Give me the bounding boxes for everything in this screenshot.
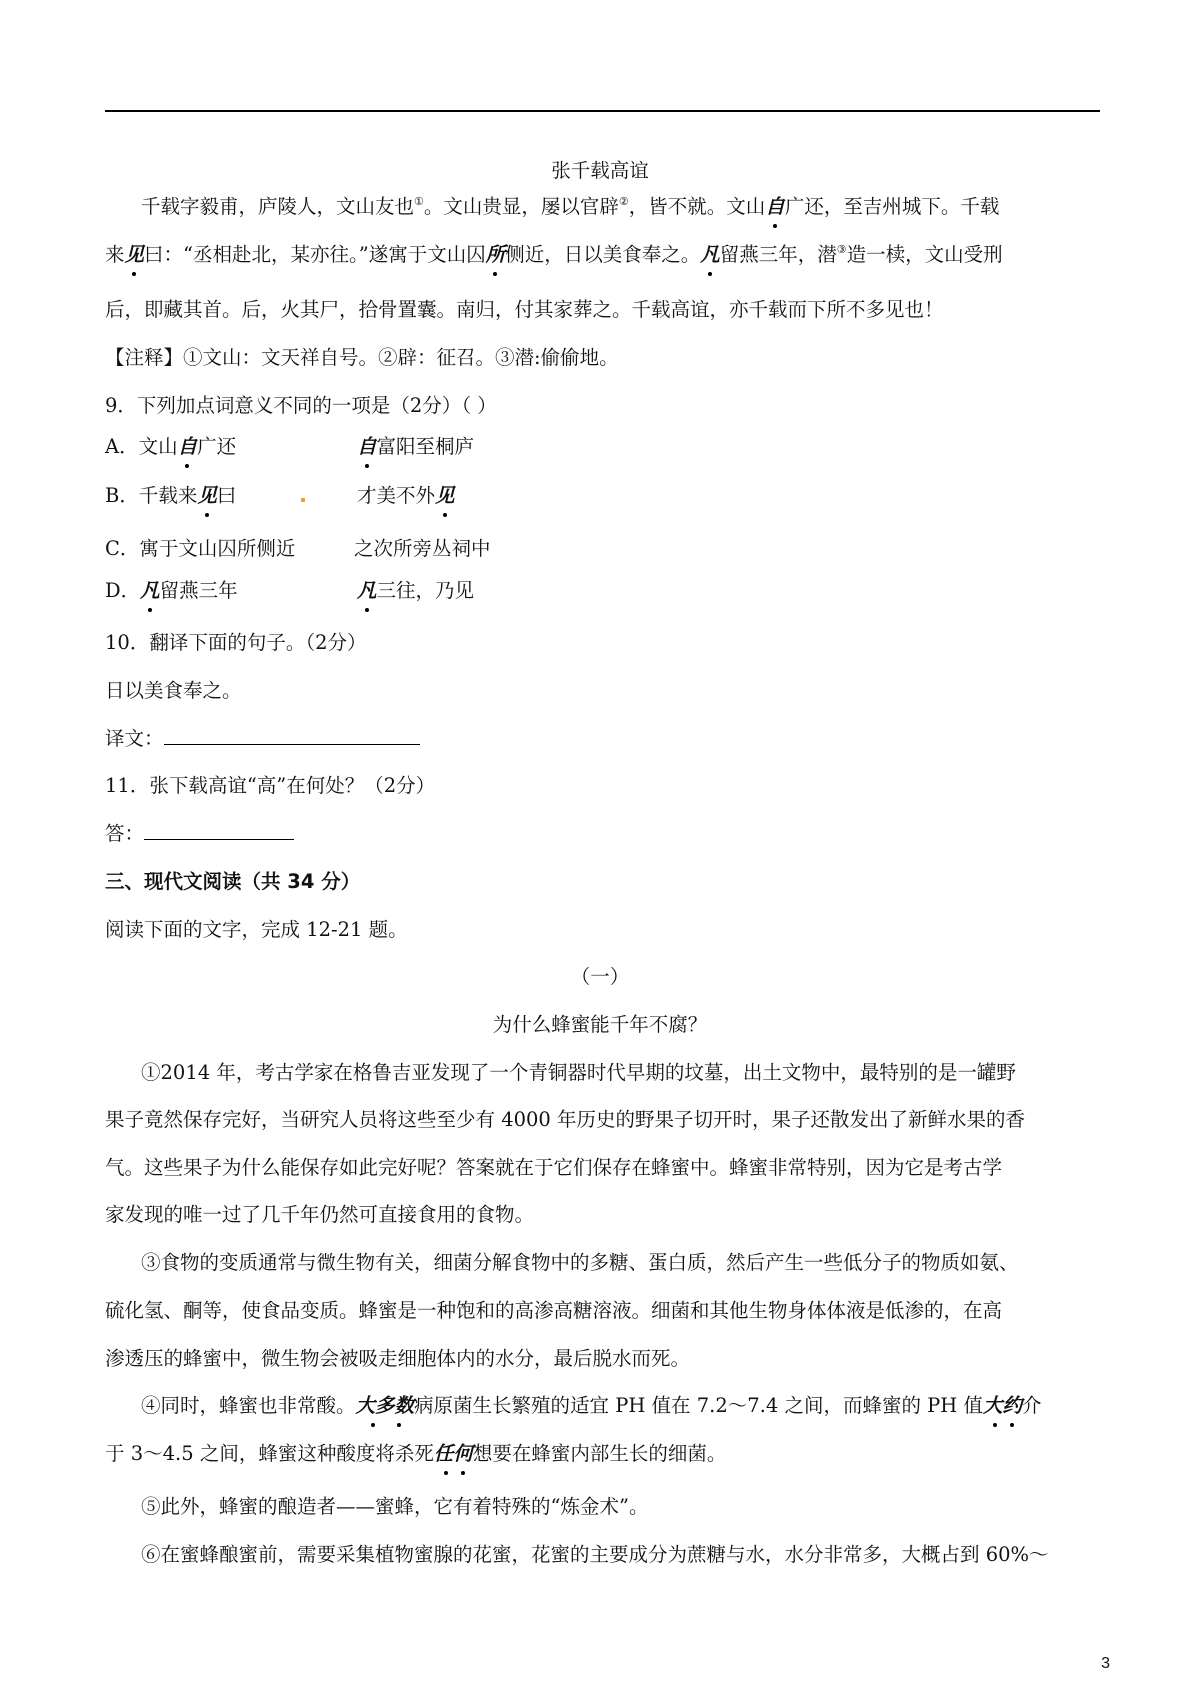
passage-line-2 [105, 241, 1003, 269]
dotted-word: 自 [178, 433, 198, 461]
text-span: 造一椟，文山受刑 [846, 243, 1003, 266]
text-span: 三往，乃见 [376, 579, 475, 602]
essay-p3-line-1: ③食物的变质通常与微生物有关，细菌分解食物中的多糖、蛋白质，然后产生一些低分子的物质如氨、 [141, 1251, 1019, 1274]
section-3-intro: 阅读下面的文字，完成 12-21 题。 [105, 918, 408, 941]
q9-option-c: C．寓于文山囚所侧近 [105, 537, 296, 560]
text-span: 才美不外 [357, 484, 436, 507]
essay-p3-line-2: 硫化氢、酮等，使食品变质。蜂蜜是一种饱和的高渗高糖溶液。细菌和其他生物身体体液是低渗的，在高 [105, 1299, 1003, 1322]
dotted-word: 所 [486, 241, 506, 269]
essay-p1-line-1: ①2014 年，考古学家在格鲁吉亚发现了一个青铜器时代早期的坟墓，出土文物中，最特别的是一罐野 [141, 1061, 1016, 1084]
essay-p1-line-2: 果子竟然保存完好，当研究人员将这些至少有 4000 年历史的野果子切开时，果子还散发出了新鲜水果的香 [105, 1108, 1026, 1131]
header-rule [105, 110, 1100, 112]
q9-option-c-compare: 之次所旁丛祠中 [354, 537, 491, 560]
essay-title: 为什么蜂蜜能千年不腐？ [492, 1013, 708, 1036]
answer-label: 答： [105, 822, 145, 845]
q9-option-b-compare [357, 482, 455, 510]
stray-mark [301, 498, 305, 502]
q9-option-b [105, 482, 236, 510]
question-10-stem: 10．翻译下面的句子。（2分） [105, 631, 367, 654]
footnote-mark: ① [414, 195, 424, 208]
essay-p4-line-1 [141, 1392, 1042, 1420]
part-label: （一） [570, 965, 630, 988]
text-span: 留燕三年，潜 [719, 243, 837, 266]
text-span: 留燕三年 [159, 579, 238, 602]
passage-title: 张千载高谊 [551, 159, 649, 182]
text-span: ，皆不就。文山 [628, 195, 766, 218]
text-span: 广还 [197, 435, 237, 458]
footnote-mark: ② [618, 195, 629, 208]
question-11-answer [105, 820, 294, 848]
text-span: 来 [105, 243, 125, 266]
essay-p5: ⑤此外，蜂蜜的酿造者——蜜蜂，它有着特殊的“炼金术”。 [141, 1495, 649, 1518]
dotted-word: 任何 [434, 1440, 473, 1468]
question-9-stem: 9．下列加点词意义不同的一项是（2分）（ ） [105, 394, 497, 417]
q9-option-a [105, 433, 236, 461]
answer-label: 译文： [105, 727, 164, 750]
text-span: 广还，至吉州城下。千载 [784, 195, 1000, 218]
essay-p1-line-4: 家发现的唯一过了几千年仍然可直接食用的食物。 [105, 1203, 535, 1226]
text-span: 介 [1022, 1394, 1042, 1417]
dotted-word: 凡 [700, 241, 720, 269]
text-span: 曰：“丞相赴北，某亦往。”遂寓于文山囚 [144, 243, 486, 266]
page-number: 3 [1101, 1655, 1110, 1672]
text-span: 曰 [216, 484, 237, 507]
essay-p6: ⑥在蜜蜂酿蜜前，需要采集植物蜜腺的花蜜，花蜜的主要成分为蔗糖与水，水分非常多，大概占到 60%～ [141, 1543, 1049, 1566]
essay-p4-line-2 [105, 1440, 726, 1468]
question-10-sentence: 日以美食奉之。 [105, 679, 242, 702]
q9-option-d [105, 577, 238, 605]
answer-blank[interactable] [164, 726, 420, 745]
option-label: B．千载来 [105, 484, 198, 507]
text-span: 。文山贵显，屡以官辟 [423, 195, 619, 218]
text-span: 富阳至桐庐 [376, 435, 475, 458]
q9-option-a-compare [357, 433, 474, 461]
text-span: 千载字毅甫，庐陵人，文山友也 [141, 195, 415, 218]
section-3-heading: 三、现代文阅读（共 34 分） [105, 870, 361, 893]
text-span: ④同时，蜂蜜也非常酸。 [141, 1394, 356, 1417]
passage-line-1 [141, 193, 999, 221]
dotted-word: 见 [125, 241, 145, 269]
essay-p3-line-3: 渗透压的蜂蜜中，微生物会被吸走细胞体内的水分，最后脱水而死。 [105, 1347, 691, 1370]
notes: 【注释】①文山：文天祥自号。②辟：征召。③潜:偷偷地。 [105, 346, 619, 369]
footnote-mark: ③ [836, 243, 847, 256]
dotted-word: 凡 [140, 577, 160, 605]
text-span: 侧近，日以美食奉之。 [505, 243, 701, 266]
dotted-word: 凡 [357, 577, 377, 605]
text-span: 想要在蜂蜜内部生长的细菌。 [472, 1442, 727, 1465]
text-span: 病原菌生长繁殖的适宜 PH 值在 7.2～7.4 之间，而蜂蜜的 PH 值 [414, 1394, 983, 1417]
q9-option-d-compare [357, 577, 474, 605]
dotted-word: 自 [765, 193, 785, 221]
option-label: A．文山 [105, 435, 178, 458]
dotted-word: 大约 [983, 1392, 1022, 1420]
text-span: 于 3～4.5 之间，蜂蜜这种酸度将杀死 [105, 1442, 434, 1465]
question-11-stem: 11．张下载高谊“高”在何处？（2分） [105, 774, 436, 797]
dotted-word: 见 [197, 482, 217, 510]
answer-blank[interactable] [144, 821, 294, 840]
dotted-word: 自 [357, 433, 377, 461]
question-10-answer [105, 725, 420, 753]
dotted-word: 大多数 [356, 1392, 415, 1420]
dotted-word: 见 [435, 482, 455, 510]
passage-line-3: 后，即藏其首。后，火其尸，拾骨置囊。南归，付其家葬之。千载高谊，亦千载而下所不多见也！ [105, 298, 944, 321]
option-label: D． [105, 579, 141, 602]
essay-p1-line-3: 气。这些果子为什么能保存如此完好呢？答案就在于它们保存在蜂蜜中。蜂蜜非常特别，因为它是考古学 [105, 1156, 1003, 1179]
